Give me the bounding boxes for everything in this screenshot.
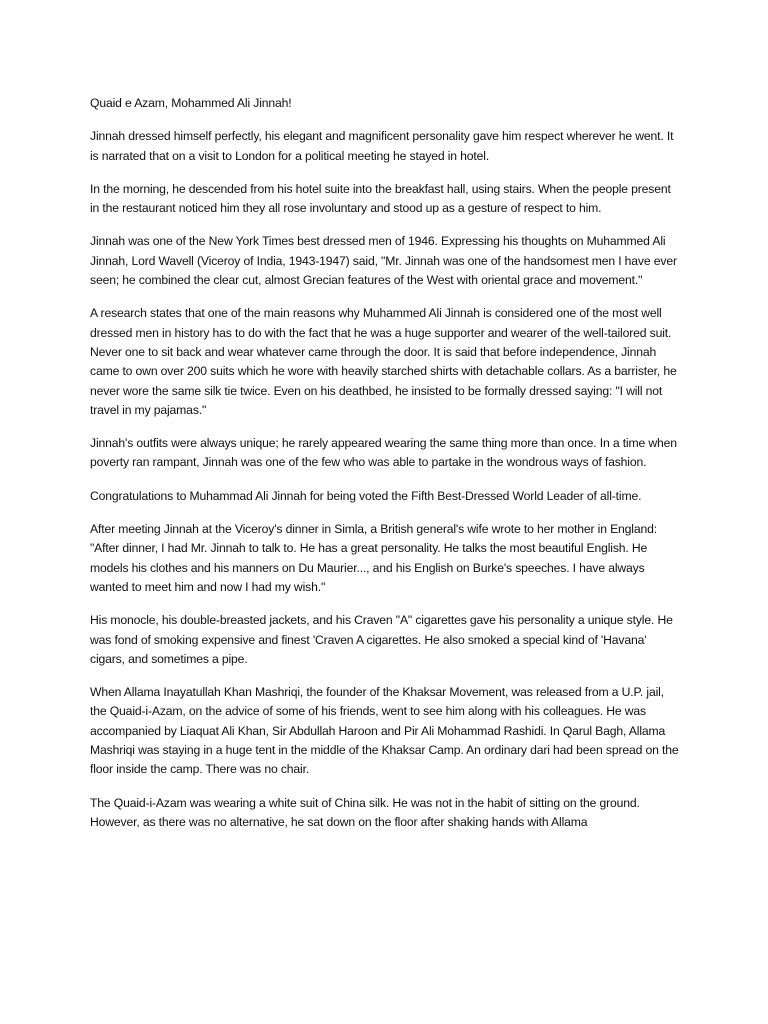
paragraph-9: When Allama Inayatullah Khan Mashriqi, the founder of the Khaksar Movement, was released from a U.P. jail, the Quaid-i-Azam, on the advice of some of his friends, went to see him along with his colleagues. He was accompanied by Liaquat Ali Khan, Sir Abdullah Haroon and Pir Ali Mohammad Rashidi. In Qarul Bagh, Allama Mashriqi was staying in a huge tent in the middle of the Khaksar Camp. An ordinary dari had been spread on the floor inside the camp. There was no chair.	[90, 685, 679, 777]
paragraph-2: In the morning, he descended from his hotel suite into the breakfast hall, using stairs. When the people present in the restaurant noticed him they all rose involuntary and stood up as a gesture of respect to him.	[90, 181, 671, 216]
document-title: Quaid e Azam, Mohammed Ali Jinnah!	[90, 96, 292, 110]
paragraph-8: His monocle, his double-breasted jackets, and his Craven "A" cigarettes gave his personality a unique style. He was fond of smoking expensive and finest 'Craven A cigarettes. He also smoked a special kind of 'Havana' cigars, and sometimes a pipe.	[90, 613, 673, 666]
paragraph-7: After meeting Jinnah at the Viceroy's dinner in Simla, a British general's wife wrote to her mother in England: "After dinner, I had Mr. Jinnah to talk to. He has a great personality. He talks the most beautiful English. He models his clothes and his manners on Du Maurier..., and his English on Burke's speeches. I have always wanted to meet him and now I had my wish."	[90, 522, 657, 594]
paragraph-3: Jinnah was one of the New York Times best dressed men of 1946. Expressing his thoughts on Muhammed Ali Jinnah, Lord Wavell (Viceroy of India, 1943-1947) said, "Mr. Jinnah was one of the handsomest men I have ever seen; he combined the clear cut, almost Grecian features of the West with oriental grace and movement."	[90, 234, 677, 288]
paragraph-10: The Quaid-i-Azam was wearing a white suit of China silk. He was not in the habit of sitting on the ground. However, as there was no alternative, he sat down on the floor after shaking hands with Allama	[90, 795, 640, 829]
paragraph-1: Jinnah dressed himself perfectly, his elegant and magnificent personality gave him respect wherever he went. It is narrated that on a visit to London for a political meeting he stayed in hotel.	[90, 129, 674, 163]
paragraph-5: Jinnah's outfits were always unique; he rarely appeared wearing the same thing more than once. In a time when poverty ran rampant, Jinnah was one of the few who was able to partake in the wondrous ways of fashion.	[90, 436, 677, 470]
paragraph-6: Congratulations to Muhammad Ali Jinnah for being voted the Fifth Best-Dressed World Leader of all-time.	[90, 488, 642, 503]
paragraph-4: A research states that one of the main reasons why Muhammed Ali Jinnah is considered one of the most well dressed men in history has to do with the fact that he was a huge supporter and wearer of the well-tailored suit. Never one to sit back and wear whatever came through the door. It is said that before independence, Jinnah came to own over 200 suits which he wore with heavily starched shirts with detachable collars. As a barrister, he never wore the same silk tie twice. Even on his deathbed, he insisted to be formally dressed saying: "I will not travel in my pajamas."	[90, 306, 677, 417]
